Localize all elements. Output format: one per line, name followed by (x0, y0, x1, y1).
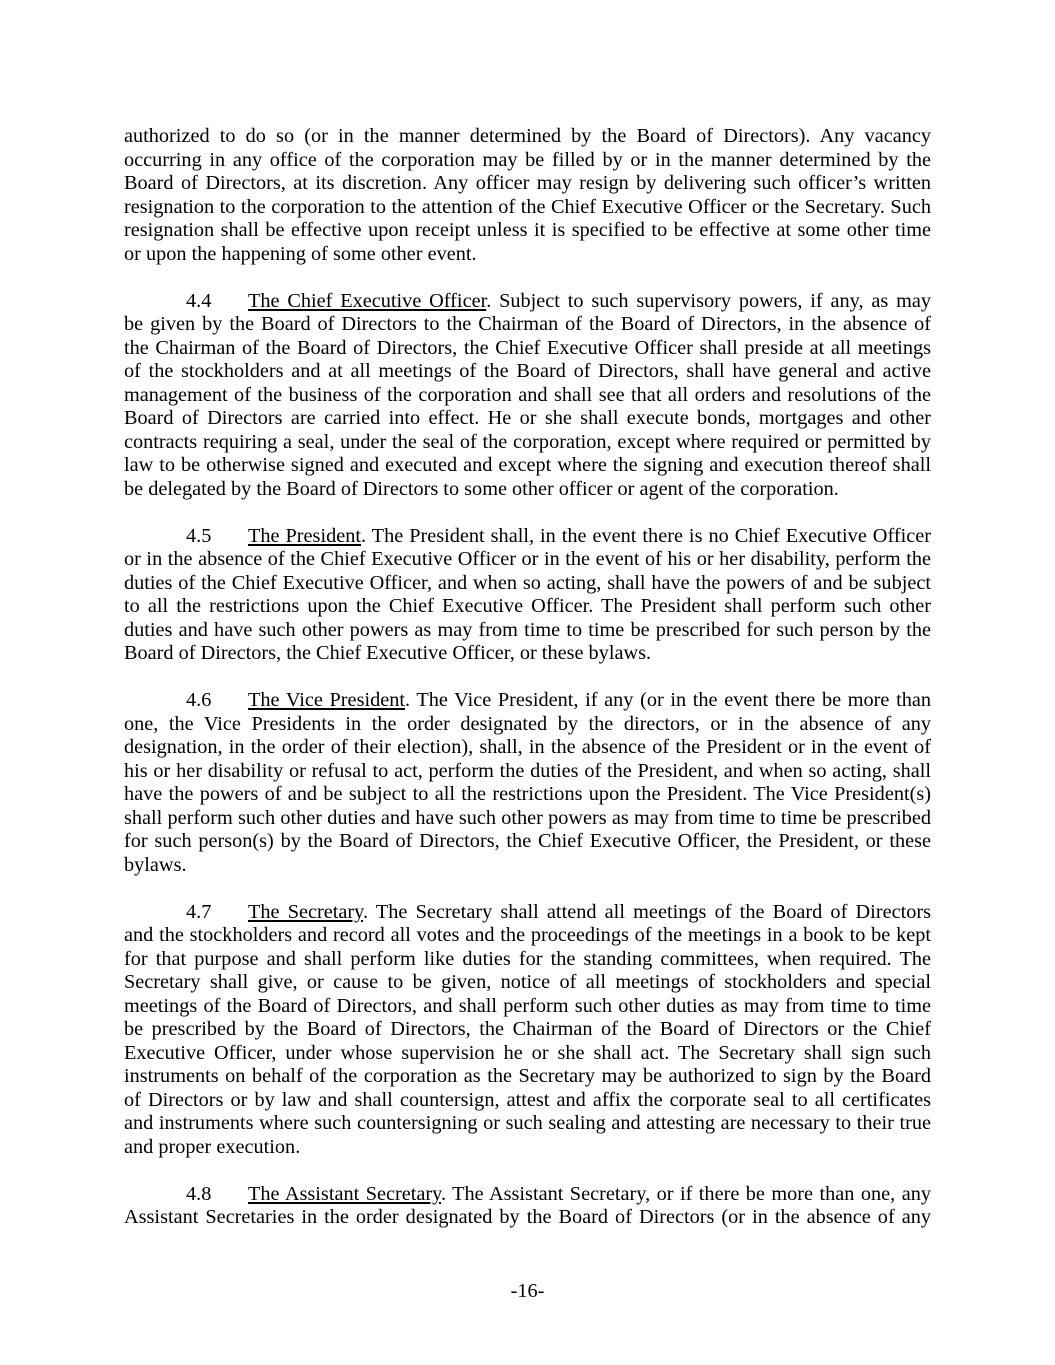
line-text: . The Assistant Secretary, or if there be more than one, any (440, 1182, 931, 1205)
text-line (124, 1065, 931, 1089)
line-text: management of the business of the corporation and shall see that all orders and resolutions of the (124, 383, 931, 406)
text-line (124, 995, 931, 1019)
page-number: -16- (510, 1280, 545, 1302)
text-line (124, 1018, 931, 1042)
line-text: occurring in any office of the corporation may be filled by or in the manner determined by the (124, 148, 931, 171)
text-line (124, 313, 931, 337)
line-text: shall perform such other duties and have such other powers as may from time to time be prescribed (124, 806, 931, 829)
text-line (124, 548, 931, 572)
text-line (124, 360, 931, 384)
line-text: resignation shall be effective upon receipt unless it is specified to be effective at some other time (124, 219, 931, 241)
text-line (124, 1183, 931, 1207)
text-line (124, 243, 931, 267)
text-line (124, 760, 931, 784)
text-line (124, 431, 931, 455)
section-number: 4.8 (186, 1182, 212, 1205)
line-text: duties and have such other powers as may from time to time be prescribed for such person by the (124, 618, 931, 641)
section-title: The Assistant Secretary (248, 1182, 441, 1205)
text-line (124, 172, 931, 196)
line-text: be given by the Board of Directors to the Chairman of the Board of Directors, in the absence of (124, 313, 931, 335)
text-line (124, 713, 931, 737)
section-4-6 (124, 689, 931, 877)
text-line (124, 619, 931, 643)
line-text: or in the absence of the Chief Executive Officer or in the event of his or her disability, perform the (124, 548, 931, 570)
section-4-8 (124, 1183, 931, 1230)
line-text: resignation to the corporation to the attention of the Chief Executive Officer or the Secretary. Such (124, 195, 931, 218)
text-line (124, 807, 931, 831)
text-line (124, 125, 931, 149)
line-text: of Directors or by law and shall countersign, attest and affix the corporate seal to all certificates (124, 1088, 931, 1111)
text-line (124, 1089, 931, 1113)
line-text: of the stockholders and at all meetings of the Board of Directors, shall have general and active (124, 360, 931, 382)
text-line (124, 830, 931, 854)
line-text: meetings of the Board of Directors, and shall perform such other duties as may from time to time (124, 994, 931, 1017)
line-text: . The Vice President, if any (or in the event there be more than (405, 689, 931, 711)
line-text: Executive Officer, under whose supervision he or she shall act. The Secretary shall sign such (124, 1041, 931, 1064)
line-text: instruments on behalf of the corporation as the Secretary may be authorized to sign by the Board (124, 1065, 931, 1087)
line-text: authorized to do so (or in the manner determined by the Board of Directors). Any vacancy (124, 125, 931, 147)
line-text: law to be otherwise signed and executed and except where the signing and execution thereof shall (124, 454, 931, 476)
section-title: The Vice President (248, 689, 406, 711)
text-line (124, 783, 931, 807)
text-line (124, 219, 931, 243)
line-text: Secretary shall give, or cause to be given, notice of all meetings of stockholders and special (124, 971, 931, 993)
section-number: 4.5 (186, 524, 212, 547)
text-line (124, 1112, 931, 1136)
text-line (124, 948, 931, 972)
line-text: his or her disability or refusal to act, perform the duties of the President, and when so acting, shall (124, 759, 931, 782)
text-line (124, 290, 931, 314)
text-line (124, 924, 931, 948)
text-line (124, 149, 931, 173)
line-text: Board of Directors, at its discretion. Any officer may resign by delivering such officer’s written (124, 172, 931, 194)
line-text: contracts requiring a seal, under the seal of the corporation, except where required or permitted by (124, 430, 931, 453)
text-line (124, 736, 931, 760)
line-text: Assistant Secretaries in the order designated by the Board of Directors (or in the absence of any (124, 1206, 931, 1228)
text-line (124, 642, 931, 666)
section-title: The Secretary (248, 900, 363, 923)
text-line (124, 1206, 931, 1230)
line-text: for that purpose and shall perform like duties for the standing committees, when required. The (124, 947, 931, 970)
line-text: duties of the Chief Executive Officer, and when so acting, shall have the powers of and be subject (124, 571, 931, 594)
text-line (124, 595, 931, 619)
text-line (124, 454, 931, 478)
line-text: and proper execution. (124, 1135, 301, 1158)
line-text: . The President shall, in the event there is no Chief Executive Officer (361, 524, 931, 547)
line-text: have the powers of and be subject to all the restrictions upon the President. The Vice President(s) (124, 783, 931, 805)
text-line (124, 478, 931, 502)
line-text: to all the restrictions upon the Chief Executive Officer. The President shall perform such other (124, 595, 931, 617)
line-text: for such person(s) by the Board of Directors, the Chief Executive Officer, the President, or these (124, 830, 931, 852)
document-body (124, 125, 931, 1253)
text-line (124, 901, 931, 925)
line-text: Board of Directors, the Chief Executive Officer, or these bylaws. (124, 642, 652, 664)
section-4-4 (124, 290, 931, 502)
line-text: be delegated by the Board of Directors to some other officer or agent of the corporation. (124, 477, 839, 500)
line-text: . Subject to such supervisory powers, if any, as may (486, 289, 931, 312)
text-line (124, 337, 931, 361)
section-number: 4.4 (186, 289, 212, 312)
text-line (124, 1136, 931, 1160)
paragraph-continued (124, 125, 931, 266)
text-line (124, 1042, 931, 1066)
section-title: The President (248, 524, 361, 547)
line-text: be prescribed by the Board of Directors, the Chairman of the Board of Directors or the Chief (124, 1018, 931, 1040)
line-text: designation, in the order of their election), shall, in the absence of the President or in the event of (124, 736, 931, 758)
section-number: 4.6 (186, 689, 212, 711)
line-text: and the stockholders and record all votes and the proceedings of the meetings in a book to be kept (124, 924, 931, 946)
text-line (124, 525, 931, 549)
section-4-5 (124, 525, 931, 666)
line-text: bylaws. (124, 853, 187, 876)
text-line (124, 384, 931, 408)
text-line (124, 407, 931, 431)
section-4-7 (124, 901, 931, 1160)
section-title: The Chief Executive Officer (248, 289, 487, 312)
text-line (124, 971, 931, 995)
text-line (124, 689, 931, 713)
line-text: . The Secretary shall attend all meetings of the Board of Directors (363, 900, 931, 923)
text-line (124, 196, 931, 220)
line-text: the Chairman of the Board of Directors, the Chief Executive Officer shall preside at all meetings (124, 336, 931, 359)
line-text: and instruments where such countersigning or such sealing and attesting are necessary to their true (124, 1112, 931, 1134)
section-number: 4.7 (186, 900, 212, 923)
text-line (124, 572, 931, 596)
text-line (124, 854, 931, 878)
line-text: Board of Directors are carried into effect. He or she shall execute bonds, mortgages and other (124, 407, 931, 429)
line-text: or upon the happening of some other event. (124, 242, 477, 265)
line-text: one, the Vice Presidents in the order designated by the directors, or in the absence of any (124, 712, 931, 735)
